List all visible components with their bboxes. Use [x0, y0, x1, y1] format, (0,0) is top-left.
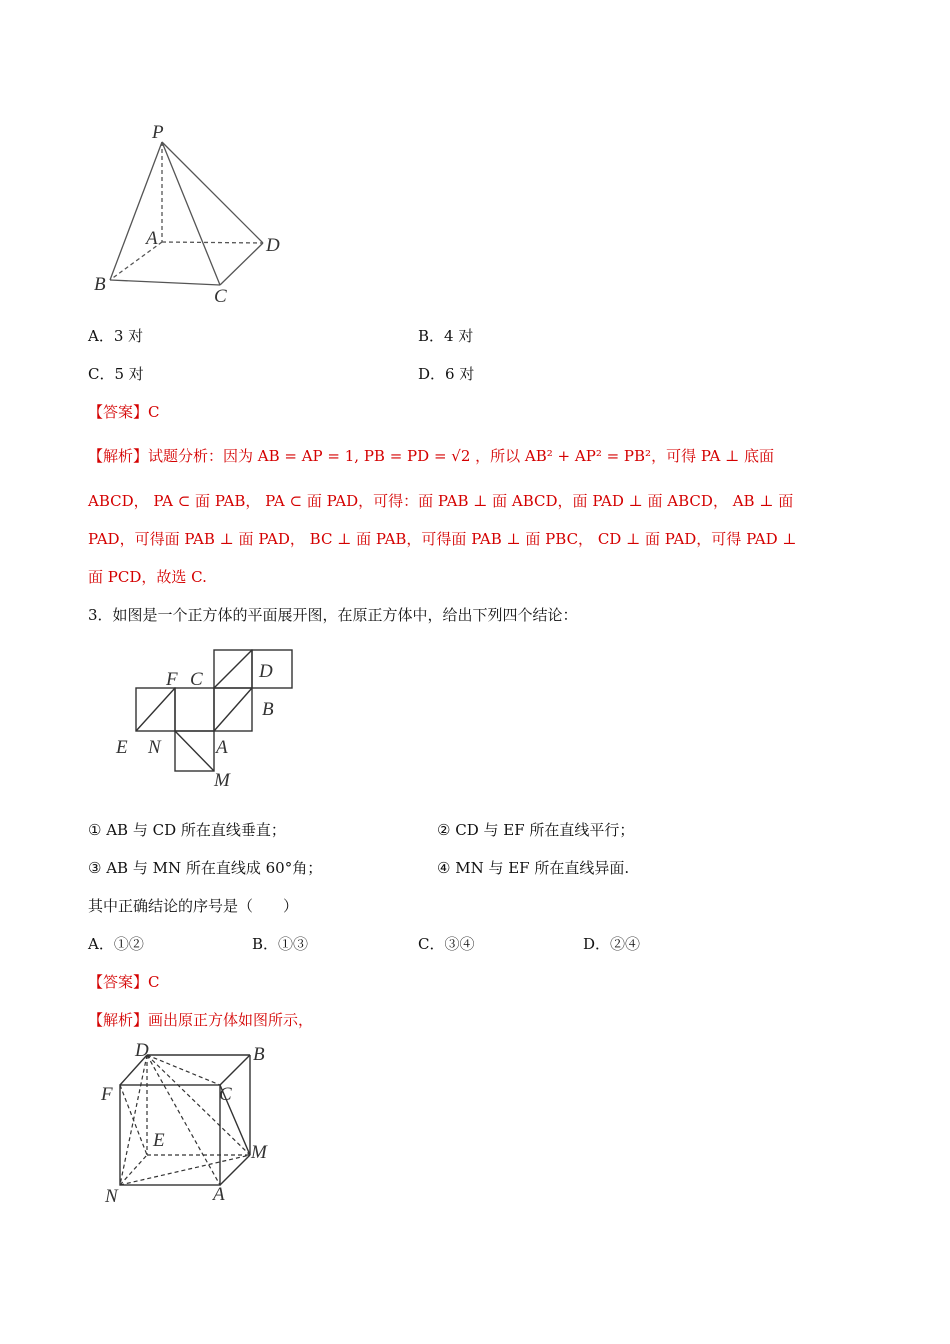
- q3-option-c: C．③④: [418, 935, 475, 953]
- cube-label-N: N: [105, 1186, 118, 1207]
- q3-analysis: 【解析】画出原正方体如图所示，: [88, 1011, 314, 1029]
- net-label-A: A: [216, 737, 228, 758]
- q3-option-a: A．①②: [88, 935, 144, 953]
- q2-option-c: C．5 对: [88, 365, 144, 383]
- net-label-N: N: [148, 737, 161, 758]
- net-label-E: E: [116, 737, 128, 758]
- q2-analysis-line-1: 【解析】试题分析：因为 AB = AP = 1, PB = PD = √2 ，所以 AB² + AP² = PB²，可得 PA ⊥ 底面: [88, 447, 775, 465]
- cube-label-A: A: [213, 1184, 225, 1205]
- cube-label-F: F: [101, 1084, 113, 1105]
- net-label-D: D: [259, 661, 273, 682]
- net-label-B: B: [262, 699, 274, 720]
- label-A: A: [146, 228, 158, 249]
- net-label-M: M: [214, 770, 230, 791]
- label-B: B: [94, 274, 106, 295]
- q3-statement-1: ① AB 与 CD 所在直线垂直；: [88, 821, 286, 839]
- q3-option-b: B．①③: [252, 935, 309, 953]
- cube-net-figure: [108, 645, 308, 795]
- q3-statement-3: ③ AB 与 MN 所在直线成 60°角；: [88, 859, 323, 877]
- q2-analysis-line-4: 面 PCD，故选 C.: [88, 568, 207, 586]
- cube-label-M: M: [251, 1142, 267, 1163]
- cube-label-C: C: [219, 1084, 232, 1105]
- q2-answer: 【答案】C: [88, 403, 160, 421]
- q2-analysis-line-3: PAD，可得面 PAB ⊥ 面 PAD， BC ⊥ 面 PAB，可得面 PAB ⊥ 面 PBC， CD ⊥ 面 PAD，可得 PAD ⊥: [88, 530, 797, 548]
- label-P: P: [152, 122, 164, 143]
- label-D: D: [266, 235, 280, 256]
- cube-label-B: B: [253, 1044, 265, 1065]
- cube-label-D: D: [135, 1040, 149, 1061]
- q3-question: 其中正确结论的序号是（ ）: [88, 897, 299, 915]
- q3-answer: 【答案】C: [88, 973, 160, 991]
- q3-stem: 3．如图是一个正方体的平面展开图，在原正方体中，给出下列四个结论：: [88, 606, 578, 624]
- net-label-C: C: [190, 669, 203, 690]
- q3-option-d: D．②④: [583, 935, 641, 953]
- q3-statement-2: ② CD 与 EF 所在直线平行；: [437, 821, 635, 839]
- q3-statement-4: ④ MN 与 EF 所在直线异面.: [437, 859, 630, 877]
- q2-analysis-line-2: ABCD， PA ⊂ 面 PAB， PA ⊂ 面 PAD，可得：面 PAB ⊥ 面 ABCD，面 PAD ⊥ 面 ABCD， AB ⊥ 面: [88, 492, 794, 510]
- q2-option-d: D．6 对: [418, 365, 475, 383]
- cube-figure: [95, 1040, 285, 1210]
- pyramid-figure: [80, 120, 300, 305]
- q2-option-a: A．3 对: [88, 327, 144, 345]
- q2-option-b: B．4 对: [418, 327, 474, 345]
- net-label-F: F: [166, 669, 178, 690]
- cube-label-E: E: [153, 1130, 165, 1151]
- label-C: C: [214, 286, 227, 305]
